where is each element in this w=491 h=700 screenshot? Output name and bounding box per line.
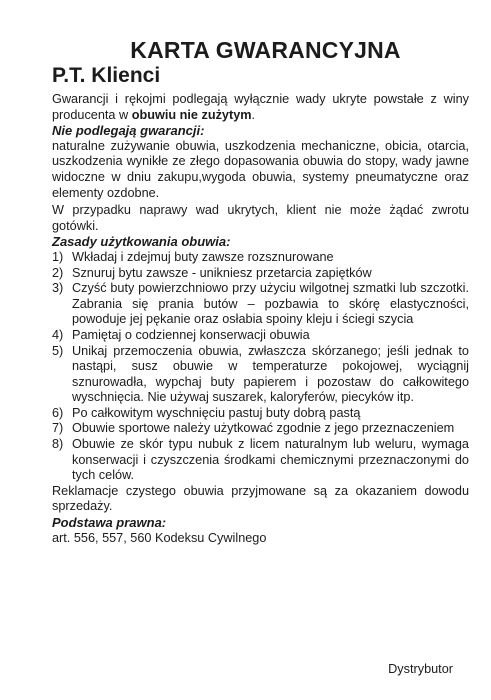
usage-item-number: 2): [52, 265, 64, 280]
usage-list: [52, 250, 469, 484]
usage-item: [52, 421, 469, 437]
usage-item-text: Pamiętaj o codziennej konserwacji obuwia: [72, 327, 310, 342]
usage-item-number: 3): [52, 281, 64, 296]
excluded-text: naturalne zużywanie obuwia, uszkodzenia mechaniczne, obicia, otarcia, uszkodzenia wynikłe ze złego dopasowania obuwia do stopy, wady jawne widoczne w dniu zakupu,wygoda obuwia, systemy pneumatyczne oraz elementy ozdobne.: [52, 138, 469, 200]
usage-item: [52, 437, 469, 484]
usage-item-number: 7): [52, 421, 64, 436]
legal-title: Podstawa prawna:: [52, 515, 167, 531]
clients-heading: P.T. Klienci: [52, 64, 161, 87]
complaints-note: Reklamacje czystego obuwia przyjmowane są za okazaniem dowodu sprzedaży.: [52, 483, 469, 514]
usage-item-text: Czyść buty powierzchniowo przy użyciu wilgotnej szmatki lub szczotki. Zabrania się prania butów – pozbawia to skórę elastyczności, powoduje jej pękanie oraz osłabia spoiny kleju i ściegi szycia: [72, 281, 469, 327]
intro-paragraph: [52, 92, 469, 123]
usage-item-text: Sznuruj bytu zawsze - unikniesz przetarcia zapiętków: [72, 265, 372, 280]
usage-item: [52, 328, 469, 344]
intro-text-start: Gwarancji i rękojmi podlegają wyłącznie wady ukryte powstałe z winy producenta w: [52, 92, 469, 122]
usage-title: Zasady użytkowania obuwia:: [52, 234, 231, 250]
intro-text-end: .: [251, 107, 256, 122]
card-title: KARTA GWARANCYJNA: [130, 37, 401, 63]
intro-text-bold: obuwiu nie zużytym: [131, 107, 252, 122]
usage-item: [52, 266, 469, 282]
usage-item-text: Obuwie ze skór typu nubuk z licem naturalnym lub weluru, wymaga konserwacji i czyszczenia środkami chemicznymi przeznaczonymi do tych celów.: [72, 437, 469, 483]
usage-item-text: Obuwie sportowe należy użytkować zgodnie z jego przeznaczeniem: [72, 421, 455, 436]
usage-item: [52, 406, 469, 422]
usage-item: [52, 344, 469, 406]
usage-item-text: Unikaj przemoczenia obuwia, zwłaszcza skórzanego; jeśli jednak to nastąpi, susz obuwie w temperaturze pokojowej, wyciągnij sznurowadła, wypchaj buty papierem i pozostaw do całkowitego wyschnięcia. Nie używaj suszarek, kaloryferów, piecyków itp.: [72, 343, 469, 405]
usage-item: [52, 250, 469, 266]
usage-item-number: 6): [52, 405, 64, 420]
usage-item-text: Po całkowitym wyschnięciu pastuj buty dobrą pastą: [72, 405, 361, 420]
repair-note: W przypadku naprawy wad ukrytych, klient nie może żądać zwrotu gotówki.: [52, 203, 469, 233]
usage-item-text: Wkładaj i zdejmuj buty zawsze rozsznurowane: [72, 249, 334, 264]
excluded-title: Nie podlegają gwarancji:: [52, 123, 205, 139]
usage-item-number: 5): [52, 343, 64, 358]
legal-text: art. 556, 557, 560 Kodeksu Cywilnego: [52, 530, 267, 545]
usage-item-number: 8): [52, 437, 64, 452]
distributor-label: Dystrybutor: [388, 662, 453, 676]
usage-item: [52, 281, 469, 328]
usage-item-number: 1): [52, 249, 64, 264]
usage-item-number: 4): [52, 327, 64, 342]
